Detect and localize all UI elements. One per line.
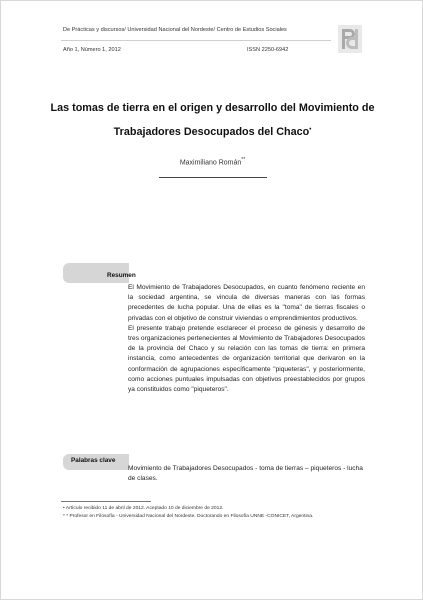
abstract-paragraph-2: El presente trabajo pretende esclarecer el proceso de génesis y desarrollo de tres organizaciones pertenecientes al Movimiento de Trabajadores Desocupados de la provincia del Chaco y su relación con las tomas de tierra: en primera instancia, como antecedentes de organización territorial que derivaron en la conformación de agrupaciones específicamente "piqueteras", y posteriormente, como acciones puntuales impulsadas con objetivos preestablecidos por grupos ya constituidos como "piqueteros". (128, 324, 365, 394)
pd-monogram-icon (338, 25, 362, 53)
article-title-line1: Las tomas de tierra en el origen y desarrollo del Movimiento de (50, 102, 375, 114)
author-name: Maximiliano Román (179, 159, 242, 167)
footnote-author: * * Profesor en Filosofía - Universidad Nacional del Nordeste. Doctorando en Filosofía UNNE -CONICET, Argentina. (63, 514, 314, 519)
article-title-text: Trabajadores Desocupados del Chaco (113, 126, 310, 138)
footnote-divider (61, 501, 151, 502)
keywords-label: Palabras clave (71, 457, 116, 464)
abstract-body (128, 283, 365, 395)
footnote-received: • Artículo recibido 11 de abril de 2012. Aceptado 10 de diciembre de 2012. (63, 506, 224, 511)
title-footnote-mark: • (309, 126, 312, 133)
issue-info: Año 1, Número 1, 2012 (63, 47, 121, 53)
article-title-line2 (41, 126, 384, 138)
abstract-label: Resumen (107, 272, 136, 279)
author-divider (159, 177, 267, 178)
issn-info: ISSN 2250-6942 (247, 47, 289, 53)
author-footnote-mark: ** (241, 157, 246, 163)
author-line (1, 157, 423, 166)
keywords-text: Movimiento de Trabajadores Desocupados - toma de tierras – piqueteros - lucha de clases. (128, 465, 363, 483)
header-divider (61, 40, 331, 41)
abstract-paragraph-1: El Movimiento de Trabajadores Desocupados, en cuanto fenómeno reciente en la sociedad argentina, se vincula de diversas maneras con las formas precedentes de lucha popular. Una de ellas es la "toma" de tierras fiscales o privadas con el objetivo de construir viviendas o emprendimientos productivos. (128, 284, 365, 322)
journal-header: De Prácticas y discursos/ Universidad Nacional del Nordeste/ Centro de Estudios Sociales (63, 27, 287, 33)
